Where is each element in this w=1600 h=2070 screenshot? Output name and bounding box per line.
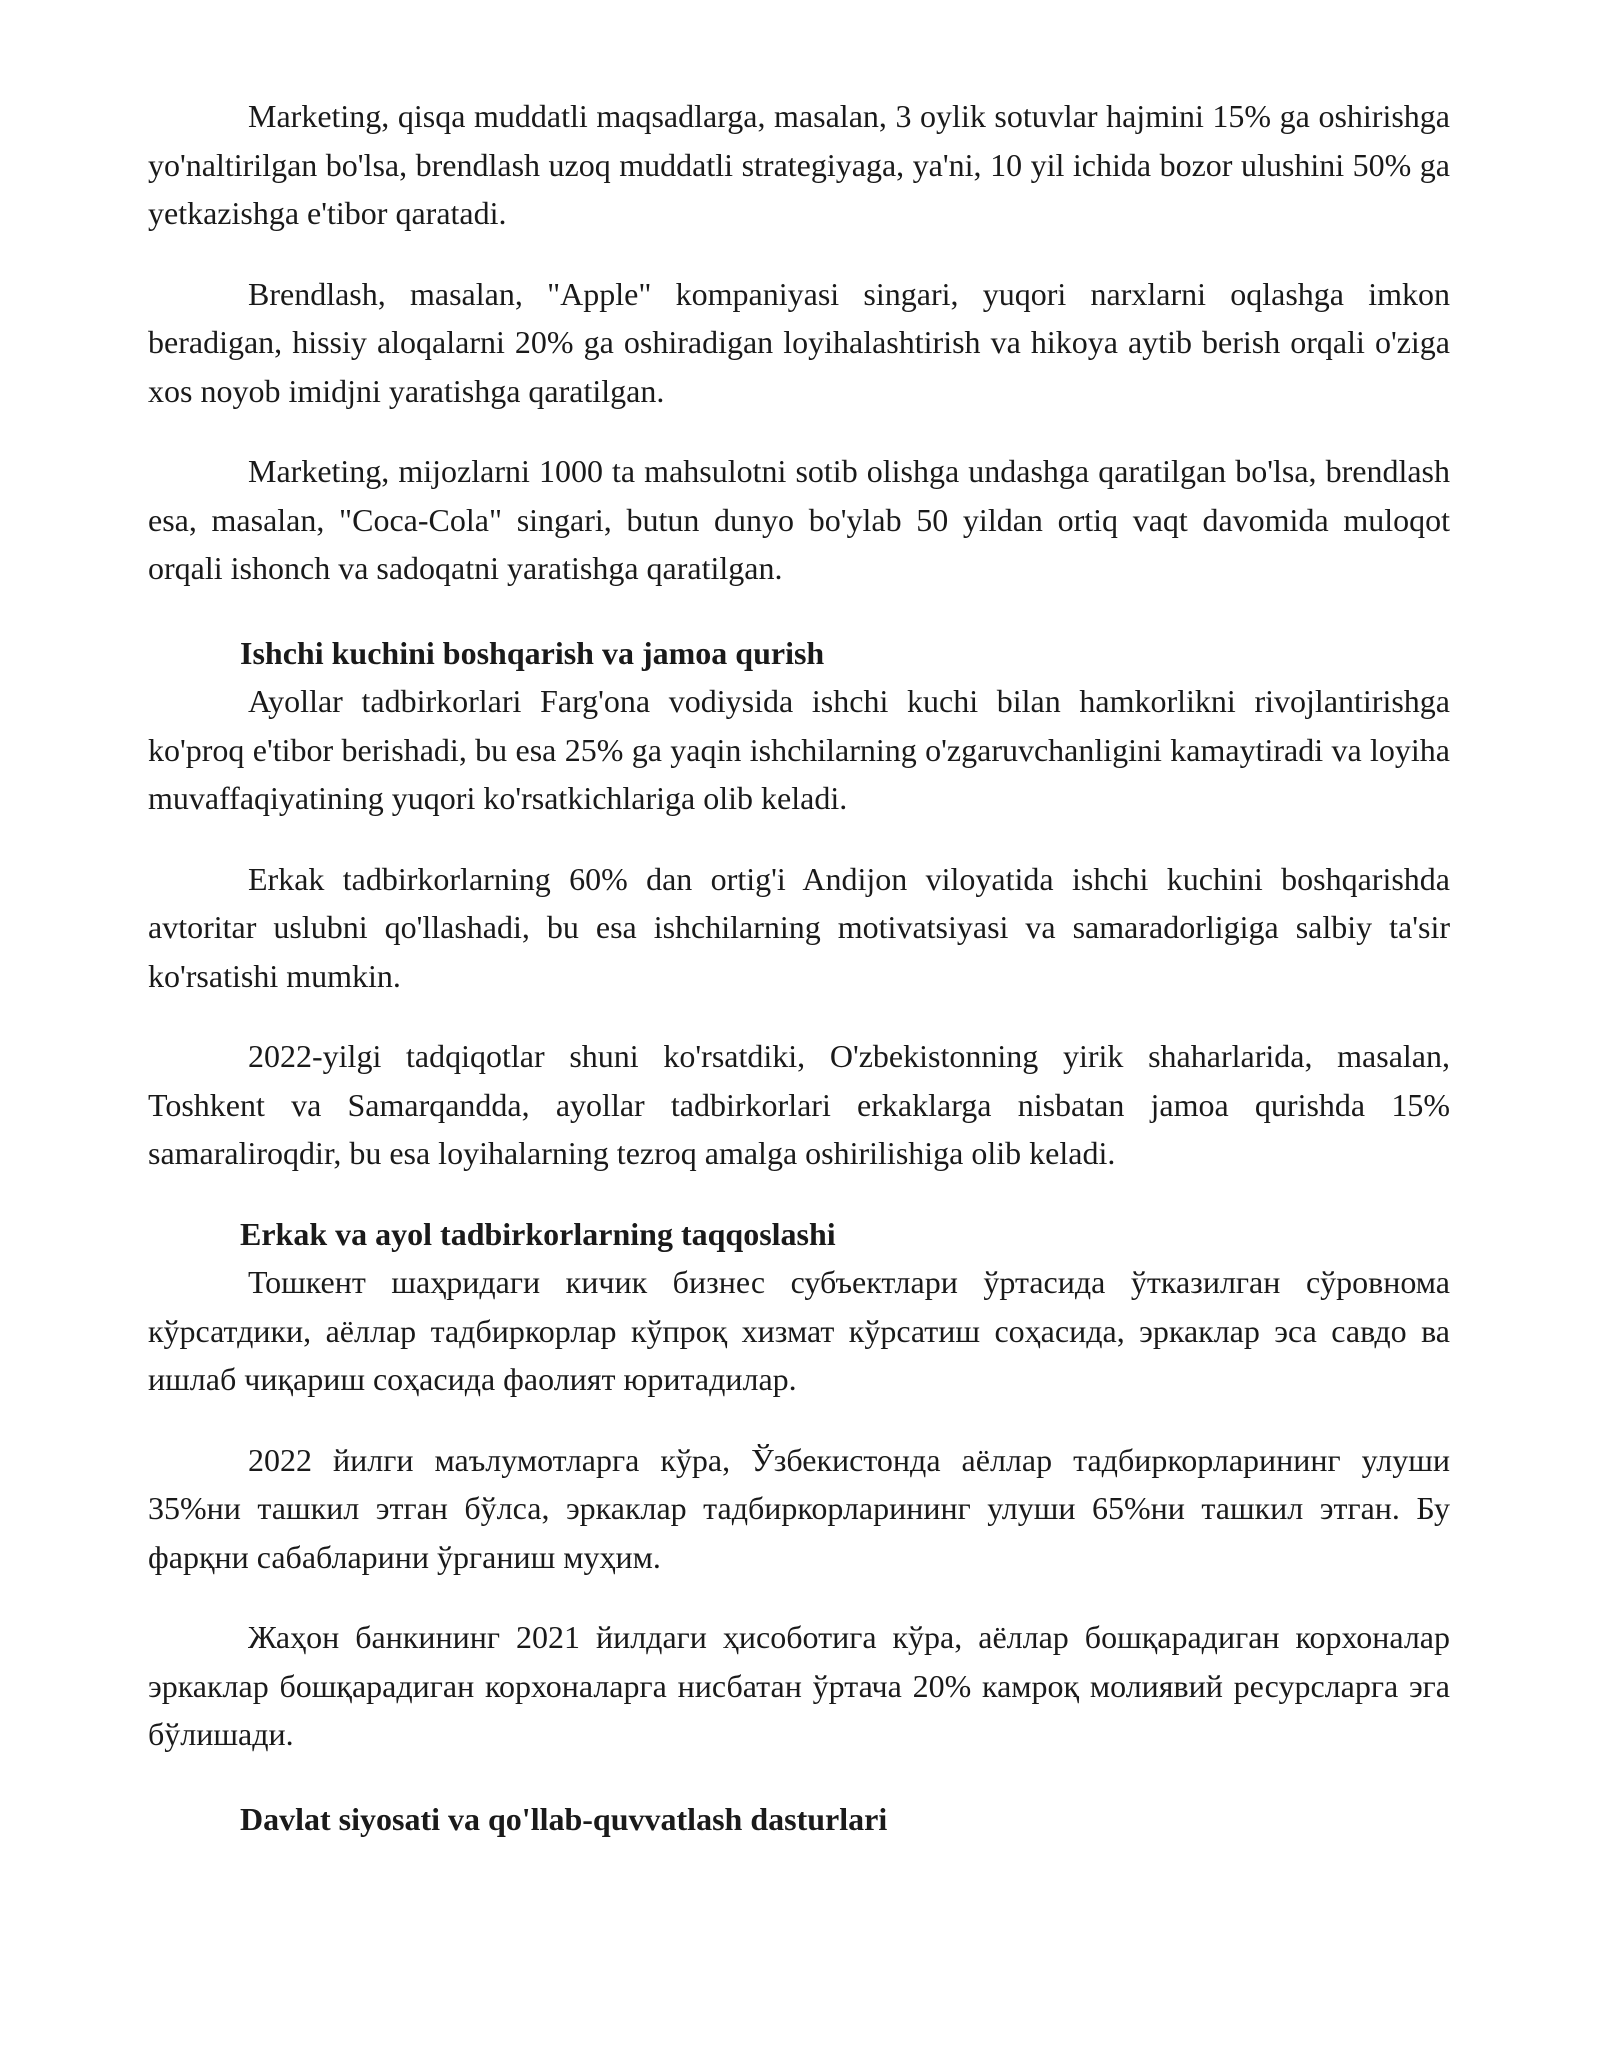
- paragraph-branding-apple: Brendlash, masalan, "Apple" kompaniyasi singari, yuqori narxlarni oqlashga imkon beradigan, hissiy aloqalarni 20% ga oshiradigan loyihalashtirish va hikoya aytib berish orqali o'ziga xos noyob imidjni yaratishga qaratilgan.: [148, 275, 1450, 409]
- paragraph-marketing-coca-cola: Marketing, mijozlarni 1000 ta mahsulotni sotib olishga undashga qaratilgan bo'lsa, brendlash esa, masalan, "Coca-Cola" singari, butun dunyo bo'ylab 50 yildan ortiq vaqt davomida muloqot orqali ishonch va sadoqatni yaratishga qaratilgan.: [148, 453, 1450, 586]
- paragraph-workforce-men: Erkak tadbirkorlarning 60% dan ortig'i Andijon viloyatida ishchi kuchini boshqarishda avtoritar uslubni qo'llashadi, bu esa ishchilarning motivatsiyasi va samaradorligiga salbiy ta'sir ko'rsatishi mumkin.: [148, 860, 1450, 994]
- paragraph-comparison-world-bank: Жаҳон банкининг 2021 йилдаги ҳисоботига кўра, аёллар бошқарадиган корхоналар эркаклар бошқарадиган корхоналарга нисбатан ўртача 20% камроқ молиявий ресурсларга эга бўлишади.: [148, 1619, 1450, 1752]
- document-page: [148, 92, 1450, 1843]
- paragraph-comparison-share: 2022 йилги маълумотларга кўра, Ўзбекистонда аёллар тадбиркорларининг улуши 35%ни ташкил этган бўлса, эркаклар тадбиркорларининг улуши 65%ни ташкил этган. Бу фарқни сабабларини ўрганиш муҳим.: [148, 1441, 1450, 1575]
- section-heading-comparison: Erkak va ayol tadbirkorlarning taqqoslashi: [240, 1215, 836, 1252]
- paragraph-workforce-research: 2022-yilgi tadqiqotlar shuni ko'rsatdiki, O'zbekistonning yirik shaharlarida, masalan, Toshkent va Samarqandda, ayollar tadbirkorlari erkaklarga nisbatan jamoa qurishda 15% samaraliroqdir, bu esa loyihalarning tezroq amalga oshirilishiga olib keladi.: [148, 1038, 1450, 1171]
- paragraph-workforce-women: Ayollar tadbirkorlari Farg'ona vodiysida ishchi kuchi bilan hamkorlikni rivojlantirishga ko'proq e'tibor berishadi, bu esa 25% ga yaqin ishchilarning o'zgaruvchanligini kamaytiradi va loyiha muvaffaqiyatining yuqori ko'rsatkichlariga olib keladi.: [148, 683, 1450, 816]
- section-heading-state-policy: Davlat siyosati va qo'llab-quvvatlash dasturlari: [240, 1800, 888, 1837]
- paragraph-marketing-vs-branding: Marketing, qisqa muddatli maqsadlarga, masalan, 3 oylik sotuvlar hajmini 15% ga oshirishga yo'naltirilgan bo'lsa, brendlash uzoq muddatli strategiyaga, ya'ni, 10 yil ichida bozor ulushini 50% ga yetkazishga e'tibor qaratadi.: [148, 98, 1450, 231]
- section-heading-workforce: Ishchi kuchini boshqarish va jamoa qurish: [240, 634, 825, 671]
- paragraph-comparison-survey: Тошкент шаҳридаги кичик бизнес субъектлари ўртасида ўтказилган сўровнома кўрсатдики, аёллар тадбиркорлар кўпроқ хизмат кўрсатиш соҳасида, эркаклар эса савдо ва ишлаб чиқариш соҳасида фаолият юритадилар.: [148, 1264, 1450, 1397]
